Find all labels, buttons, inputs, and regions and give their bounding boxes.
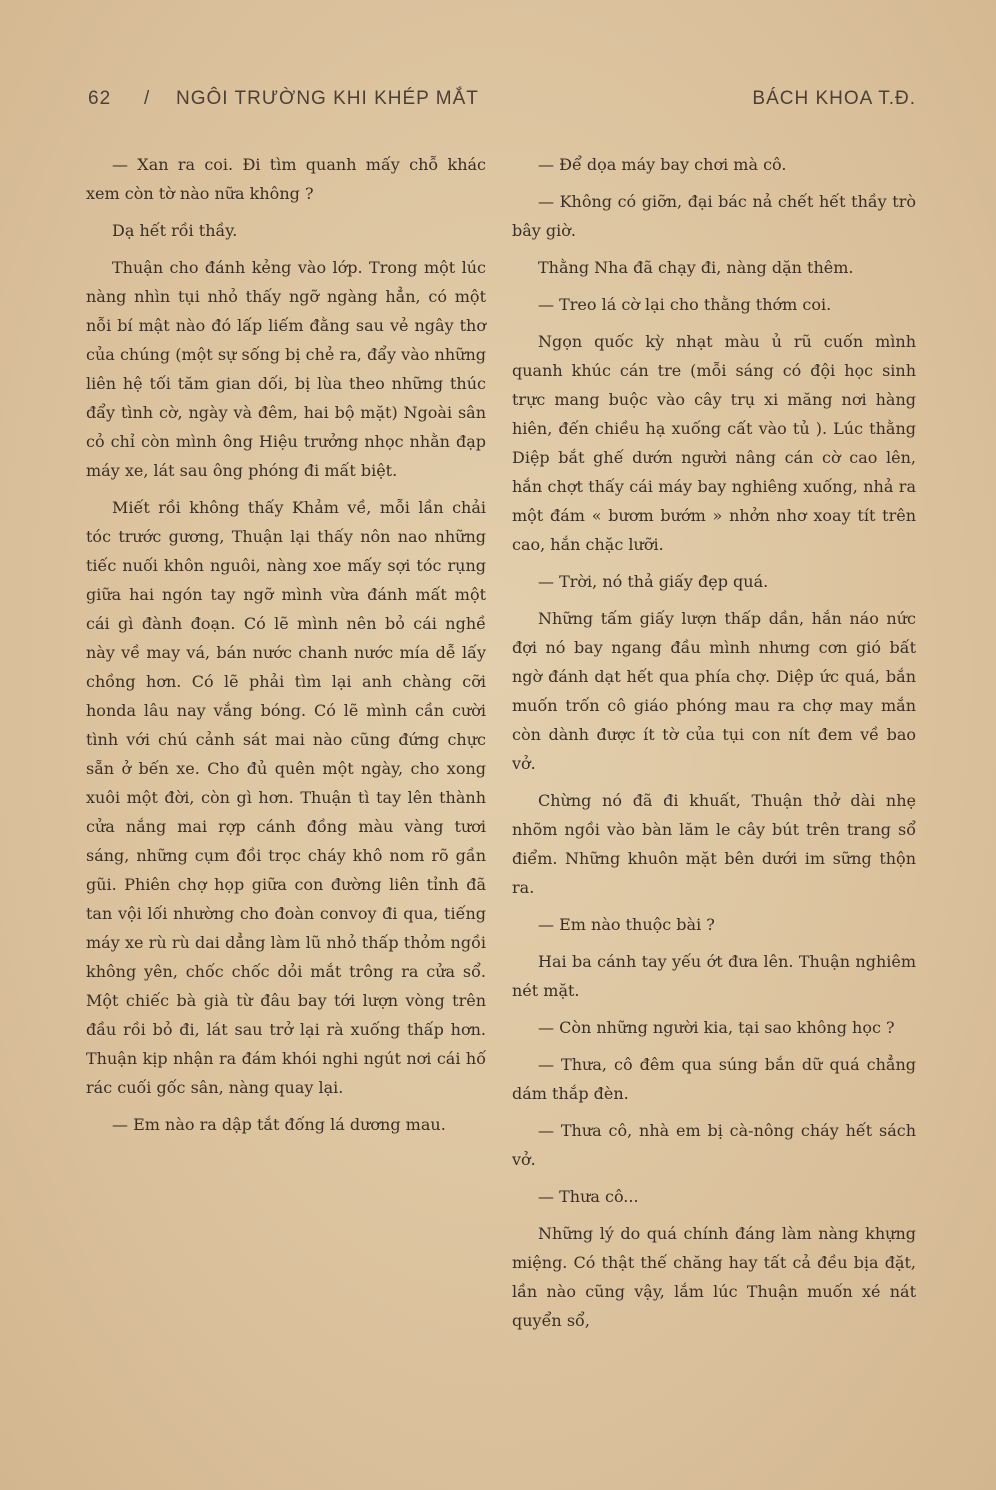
magazine-name: BÁCH KHOA T.Đ. — [752, 88, 916, 109]
paragraph: — Em nào thuộc bài ? — [538, 915, 715, 934]
right-column — [512, 150, 916, 1343]
paragraph: Thằng Nha đã chạy đi, nàng dặn thêm. — [538, 258, 854, 277]
paragraph: Những lý do quá chính đáng làm nàng khựng miệng. Có thật thế chăng hay tất cả đều bịa đặt, lần nào cũng vậy, lắm lúc Thuận muốn xé nát quyển sổ, — [512, 1224, 916, 1330]
paragraph: — Xan ra coi. Đi tìm quanh mấy chỗ khác xem còn tờ nào nữa không ? — [86, 155, 486, 203]
paragraph: — Thưa, cô đêm qua súng bắn dữ quá chẳng dám thắp đèn. — [512, 1055, 916, 1103]
paragraph: — Trời, nó thả giấy đẹp quá. — [538, 572, 769, 591]
page-number: 62 — [88, 88, 112, 109]
paragraph: — Em nào ra dập tắt đống lá dương mau. — [112, 1115, 446, 1134]
left-column — [86, 150, 486, 1147]
paragraph: — Không có giỡn, đại bác nả chết hết thầy trò bây giờ. — [512, 192, 916, 240]
paragraph: Ngọn quốc kỳ nhạt màu ủ rũ cuốn mình quanh khúc cán tre (mỗi sáng có đội học sinh trực mang buộc vào cây trụ xi măng nơi hàng hiên, đến chiều hạ xuống cất vào tủ ). Lúc thằng Diệp bắt ghế dướn người nâng cán cờ cao lên, hắn chợt thấy cái máy bay nghiêng xuống, nhả ra một đám « bươm bướm » nhởn nhơ xoay tít trên cao, hắn chặc lưỡi. — [512, 332, 916, 554]
paragraph: — Treo lá cờ lại cho thằng thớm coi. — [538, 295, 832, 314]
paragraph: Miết rồi không thấy Khảm về, mỗi lần chải tóc trước gương, Thuận lại thấy nôn nao những tiếc nuối khôn nguôi, nàng xoe mấy sợi tóc rụng giữa hai ngón tay ngỡ mình vừa đánh mất một cái gì đành đoạn. Có lẽ mình nên bỏ cái nghề này về may vá, bán nước chanh nước mía dễ lấy chồng hơn. Có lẽ phải tìm lại anh chàng cỡi honda lâu nay vắng bóng. Có lẽ mình cần cười tình với chú cảnh sát mai nào cũng đứng chực sẵn ở bến xe. Cho đủ quên một ngày, cho xong xuôi một đời, còn gì hơn. Thuận tì tay lên thành cửa nắng mai rợp cánh đồng màu vàng tươi sáng, những cụm đồi trọc cháy khô nom rõ gần gũi. Phiên chợ họp giữa con đường liên tỉnh đã tan vội lối nhường cho đoàn convoy đi qua, tiếng máy xe rù rù dai dẳng làm lũ nhỏ thấp thỏm ngồi không yên, chốc chốc dỏi mắt trông ra cửa sổ. Một chiếc bà già từ đâu bay tới lượn vòng trên đầu rồi bỏ đi, lát sau trở lại rà xuống thấp hơn. Thuận kịp nhận ra đám khói nghi ngút nơi cái hố rác cuối gốc sân, nàng quay lại. — [86, 498, 486, 1097]
paragraph: Dạ hết rồi thầy. — [112, 221, 238, 240]
paragraph: — Còn những người kia, tại sao không học ? — [538, 1018, 895, 1037]
book-title: NGÔI TRƯỜNG KHI KHÉP MẮT — [176, 88, 479, 109]
paragraph: Những tấm giấy lượn thấp dần, hắn náo nức đợi nó bay ngang đầu mình nhưng cơn gió bất ngờ đánh dạt hết qua phía chợ. Diệp ức quá, bắn muốn trốn cô giáo phóng mau ra chợ may mắn còn dành được ít tờ của tụi con nít đem về bao vở. — [512, 609, 916, 773]
paragraph: Hai ba cánh tay yếu ớt đưa lên. Thuận nghiêm nét mặt. — [512, 952, 916, 1000]
paragraph: — Thưa cô, nhà em bị cà-nông cháy hết sách vở. — [512, 1121, 916, 1169]
paragraph: Chừng nó đã đi khuất, Thuận thở dài nhẹ nhõm ngồi vào bàn lăm le cây bút trên trang sổ điểm. Những khuôn mặt bên dưới im sững thộn ra. — [512, 791, 916, 897]
paragraph: — Thưa cô... — [538, 1187, 639, 1206]
paragraph: — Để dọa máy bay chơi mà cô. — [538, 155, 787, 174]
paragraph: Thuận cho đánh kẻng vào lớp. Trong một lúc nàng nhìn tụi nhỏ thấy ngỡ ngàng hẳn, có một nỗi bí mật nào đó lấp liếm đằng sau vẻ ngây thơ của chúng (một sự sống bị chẻ ra, đẩy vào những liên hệ tối tăm gian dối, bị lùa theo những thúc đẩy tình cờ, ngày và đêm, hai bộ mặt) Ngoài sân cỏ chỉ còn mình ông Hiệu trưởng nhọc nhằn đạp máy xe, lát sau ông phóng đi mất biệt. — [86, 258, 486, 480]
running-header — [88, 88, 916, 118]
header-separator: / — [144, 88, 151, 109]
